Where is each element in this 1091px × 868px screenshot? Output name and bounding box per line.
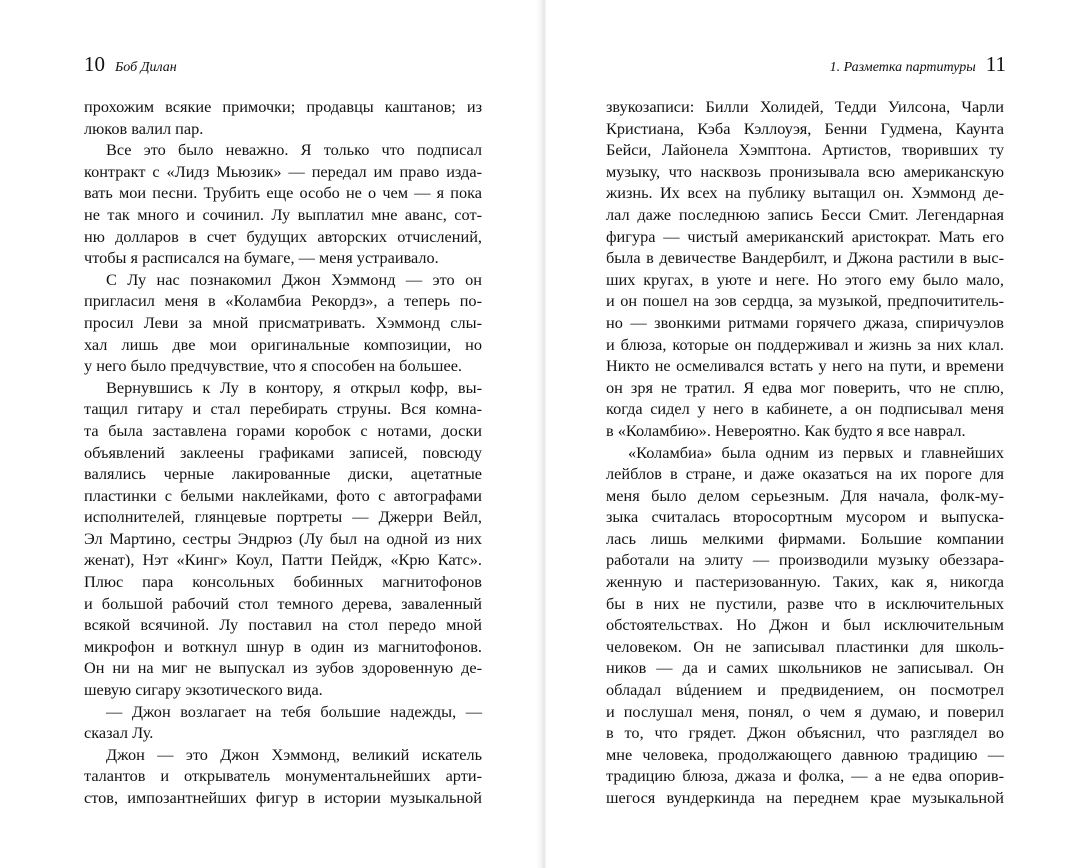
text-line: Вернувшись к Лу в контору, я открыл кофр, вы- bbox=[106, 377, 482, 397]
right-page-body bbox=[606, 96, 1004, 809]
text-line: вать мои песни. Трубить еще особо не о чем — я пока bbox=[84, 183, 482, 203]
text-line: была в девичестве Вандербилт, и Джона растили в выс- bbox=[606, 248, 1004, 268]
text-line: женную и пастеризованную. Таких, как я, никогда bbox=[606, 572, 1004, 592]
text-line: бы в них не пустили, разве что в исключительных bbox=[606, 593, 1004, 613]
text-line: тащил гитару и стал перебирать струны. Вся комна- bbox=[84, 399, 482, 419]
text-line: музыку, что насквозь пронизывала всю американскую bbox=[606, 161, 1004, 181]
text-line: ню долларов в счет будущих авторских отчислений, bbox=[84, 226, 482, 246]
text-line: работали на элиту — производили музыку обеззара- bbox=[606, 550, 1004, 570]
text-line: Кристиана, Кэба Кэллоуэя, Бенни Гудмена, Каунта bbox=[606, 118, 1004, 138]
text-line: женат), Нэт «Кинг» Коул, Патти Пейдж, «Крю Катс». bbox=[84, 550, 482, 570]
text-line: звукозаписи: Билли Холидей, Тедди Уилсона, Чарли bbox=[606, 97, 1004, 116]
text-line: фигура — чистый американский аристократ. Мать его bbox=[606, 226, 1004, 246]
text-line: мне человека, продолжающего давнюю традицию — bbox=[606, 744, 1004, 764]
text-line: объявлений заклеены графиками записей, повсюду bbox=[84, 442, 482, 462]
right-page bbox=[546, 0, 1091, 868]
text-line: чтобы я расписался на бумаге, — меня устраивало. bbox=[84, 248, 439, 268]
right-running-title: 1. Разметка партитуры bbox=[829, 60, 976, 75]
left-running-title: Боб Дилан bbox=[115, 60, 177, 75]
text-line: всякой всячиной. Лу поставил на стол передо мной bbox=[84, 615, 482, 635]
text-line: С Лу нас познакомил Джон Хэммонд — это он bbox=[106, 269, 482, 289]
text-line: Он ни на миг не выпускал из зубов здоровенную де- bbox=[84, 658, 482, 678]
text-line: когда сидел у него в кабинете, а он подписывал меня bbox=[606, 399, 1004, 419]
text-line: ников — да и самих школьников не записывал. Он bbox=[606, 658, 1004, 678]
text-line: талантов и открыватель монументальнейших арти- bbox=[84, 766, 482, 786]
text-line: в «Коламбию». Невероятно. Как будто я все наврал. bbox=[606, 420, 966, 440]
text-line: зыка считалась второсортным мусором и выпуска- bbox=[606, 507, 1004, 527]
text-line: прохожим всякие примочки; продавцы каштанов; из bbox=[84, 97, 482, 116]
left-page-number: 10 bbox=[84, 52, 105, 76]
right-page-header bbox=[606, 52, 1006, 84]
text-line: исполнителей, глянцевые портреты — Джерри Вейл, bbox=[84, 507, 482, 527]
text-line: валялись черные лакированные диски, ацетатные bbox=[84, 464, 482, 484]
left-page-body bbox=[84, 96, 482, 809]
text-line: шегося вундеркинда на переднем крае музыкальной bbox=[606, 788, 1004, 807]
text-line: меня было делом серьезным. Для начала, фолк-му- bbox=[606, 485, 1004, 505]
text-line: и большой рабочий стол темного дерева, заваленный bbox=[84, 593, 482, 613]
text-line: и послушал меня, понял, о чем я думаю, и поверил bbox=[606, 701, 1004, 721]
text-line: и он пошел на зов сердца, за музыкой, предпочититель- bbox=[606, 291, 1004, 311]
left-page-header bbox=[84, 52, 484, 84]
text-line: пригласил меня в «Коламбиа Рекордз», а теперь по- bbox=[84, 291, 482, 311]
text-line: Плюс пара консольных бобинных магнитофонов bbox=[84, 572, 482, 592]
text-line: но — звонкими ритмами горячего джаза, спиричуэлов bbox=[606, 312, 1004, 332]
text-line: Никто не осмеливался встать у него на пути, и времени bbox=[606, 356, 1004, 376]
text-line: стов, импозантнейших фигур в истории музыкальной bbox=[84, 788, 482, 807]
text-line: — Джон возлагает на тебя большие надежды, — bbox=[106, 701, 482, 721]
text-line: контракт с «Лидз Мьюзик» — передал им право изда- bbox=[84, 161, 482, 181]
text-line: лась лишь мелкими фирмами. Большие компании bbox=[606, 528, 1004, 548]
text-line: и блюза, которые он поддерживал и жизнь за них клал. bbox=[606, 334, 1004, 354]
text-line: Эл Мартино, сестры Эндрюз (Лу был на одной из них bbox=[84, 528, 482, 548]
text-line: Все это было неважно. Я только что подписал bbox=[106, 140, 482, 160]
text-line: Бейси, Лайонела Хэмптона. Артистов, творивших ту bbox=[606, 140, 1004, 160]
text-line: хал лишь две мои оригинальные композиции, но bbox=[84, 334, 482, 354]
text-line: у него было предчувствие, что я способен на большее. bbox=[84, 356, 462, 376]
right-page-number: 11 bbox=[985, 52, 1006, 76]
left-page bbox=[0, 0, 540, 868]
text-line: жизнь. Их всех на публику вытащил он. Хэммонд де- bbox=[606, 183, 1004, 203]
text-line: ших кругах, в уюте и неге. Но этого ему было мало, bbox=[606, 269, 1004, 289]
text-line: в то, что грядет. Джон объяснил, что разглядел во bbox=[606, 723, 1004, 743]
text-line: человеком. Он не записывал пластинки для школь- bbox=[606, 636, 1004, 656]
text-line: люков валил пар. bbox=[84, 118, 204, 138]
text-line: микрофон и воткнул шнур в один из магнитофонов. bbox=[84, 636, 482, 656]
text-line: не так много и сочинил. Лу выплатил мне аванс, сот- bbox=[84, 204, 482, 224]
text-line: он зря не тратил. Я едва мог поверить, что не сплю, bbox=[606, 377, 1004, 397]
text-line: сказал Лу. bbox=[84, 723, 154, 743]
text-line: обладал вúдением и предвидением, он посмотрел bbox=[606, 680, 1004, 700]
text-line: лал даже последнюю запись Бесси Смит. Легендарная bbox=[606, 204, 1004, 224]
text-line: пластинки с белыми наклейками, фото с автографами bbox=[84, 485, 482, 505]
text-line: обстоятельствах. Но Джон и был исключительным bbox=[606, 615, 1004, 635]
text-line: лейблов в стране, и даже оказаться на их пороге для bbox=[606, 464, 1004, 484]
text-line: просил Леви за мной присматривать. Хэммонд слы- bbox=[84, 312, 482, 332]
text-line: Джон — это Джон Хэммонд, великий искатель bbox=[106, 744, 482, 764]
text-line: «Коламбиа» была одним из первых и главнейших bbox=[628, 442, 1004, 462]
text-line: шевую сигару экзотического вида. bbox=[84, 680, 323, 700]
text-line: та была заставлена горами коробок с нотами, доски bbox=[84, 420, 482, 440]
text-line: традицию блюза, джаза и фолка, — а не едва опорив- bbox=[606, 766, 1004, 786]
